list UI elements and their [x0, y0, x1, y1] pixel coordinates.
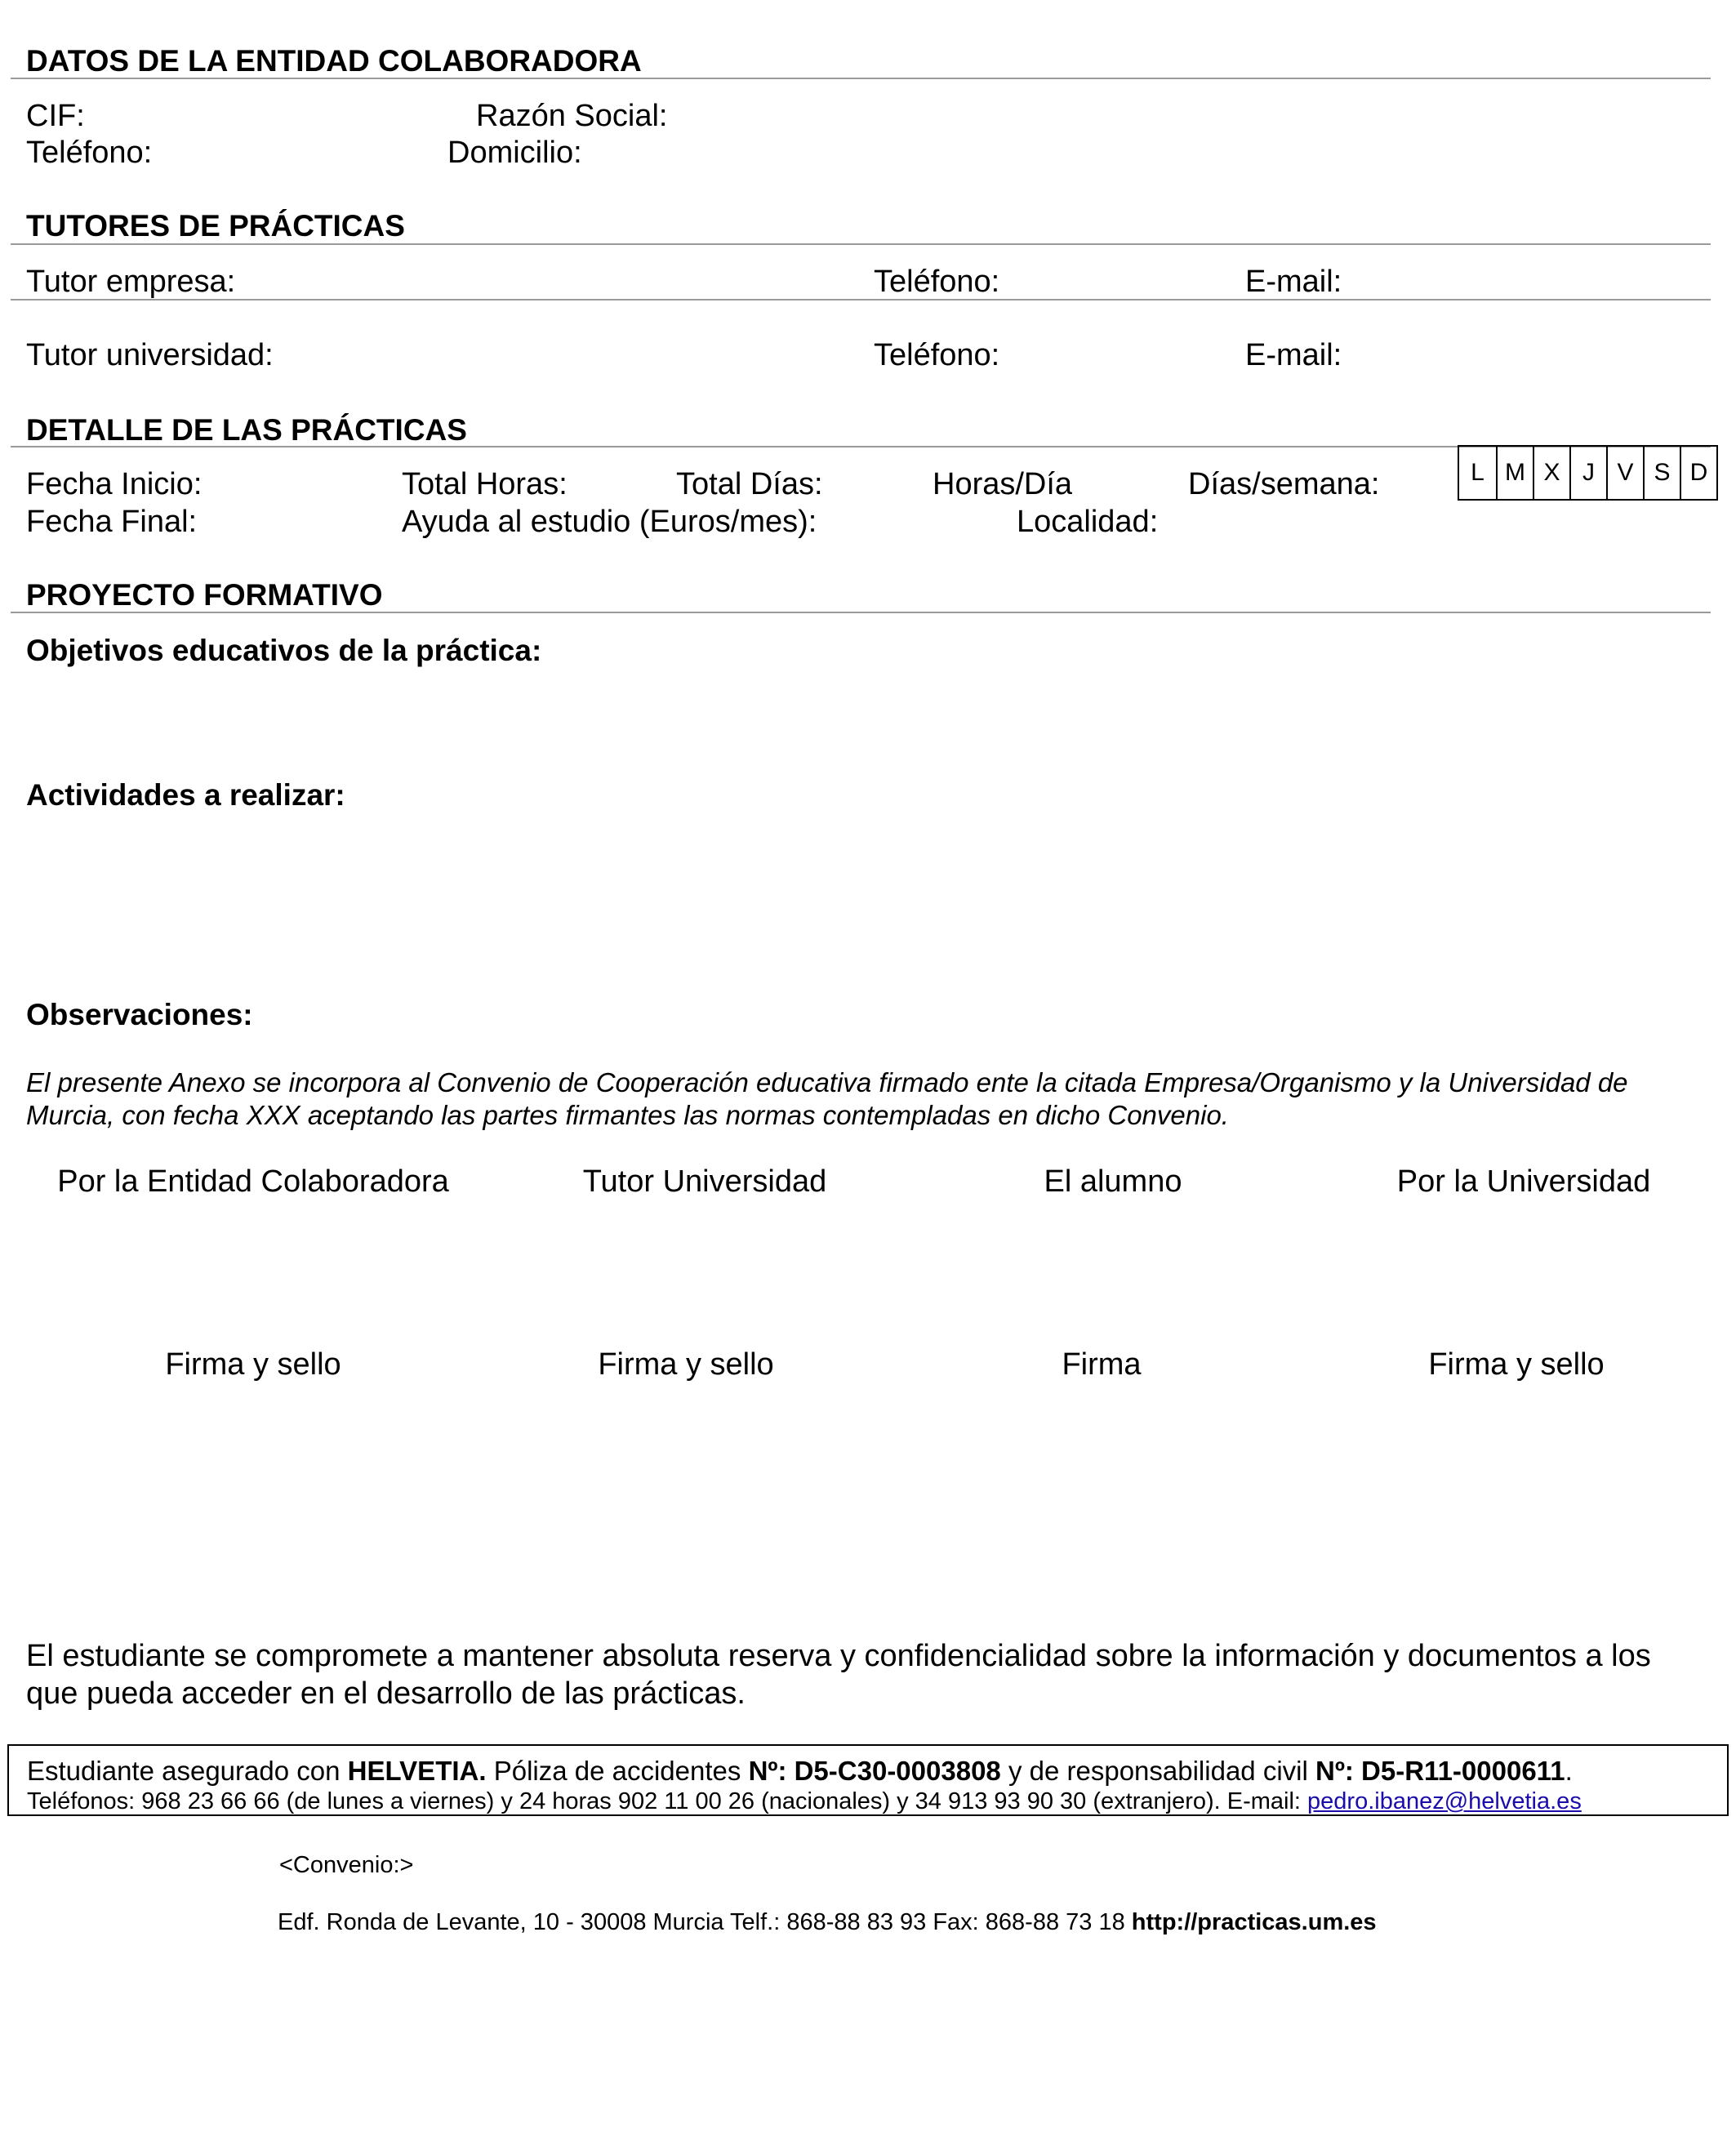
localidad-label: Localidad: [1017, 505, 1159, 539]
signature-label-entidad: Firma y sello [165, 1347, 341, 1382]
signature-role-entidad: Por la Entidad Colaboradora [57, 1164, 449, 1199]
insurance-line [27, 1756, 1573, 1787]
convenio-placeholder: <Convenio:> [279, 1852, 414, 1878]
total-dias-label: Total Días: [676, 467, 823, 501]
anexo-paragraph: El presente Anexo se incorpora al Convenio de Cooperación educativa firmado ente la citada Empresa/Organismo y la Universidad de Murcia, con fecha XXX aceptando las partes firmantes las normas contempladas en dicho Convenio. [26, 1067, 1628, 1130]
insurance-text: y de responsabilidad civil [1000, 1756, 1315, 1786]
insurance-phones-line [27, 1788, 1582, 1815]
accident-policy-number: Nº: D5-C30-0003808 [748, 1756, 1001, 1786]
entidad-telefono-label: Teléfono: [26, 136, 153, 170]
insurance-email-link[interactable]: pedro.ibanez@helvetia.es [1307, 1788, 1582, 1814]
footer-url[interactable]: http://practicas.um.es [1131, 1909, 1377, 1935]
weekday-box[interactable]: J [1569, 447, 1606, 499]
section-divider [11, 612, 1711, 613]
tutor-universidad-email-label: E-mail: [1245, 338, 1342, 372]
objetivos-heading: Objetivos educativos de la práctica: [26, 634, 542, 667]
total-horas-label: Total Horas: [402, 467, 568, 501]
section-title-tutores: TUTORES DE PRÁCTICAS [26, 209, 405, 243]
liability-policy-number: Nº: D5-R11-0000611 [1315, 1756, 1565, 1786]
insurance-text: . [1565, 1756, 1573, 1786]
tutor-empresa-telefono-label: Teléfono: [874, 265, 1000, 299]
domicilio-label: Domicilio: [447, 136, 582, 170]
signature-role-alumno: El alumno [1044, 1164, 1182, 1199]
row-divider [11, 299, 1711, 301]
dias-semana-label: Días/semana: [1188, 467, 1380, 501]
confidencialidad-paragraph: El estudiante se compromete a mantener absoluta reserva y confidencialidad sobre la información y documentos a los que pueda acceder en el desarrollo de las prácticas. [26, 1639, 1651, 1711]
footer-address-text: Edf. Ronda de Levante, 10 - 30008 Murcia Telf.: 868-88 83 93 Fax: 868-88 73 18 [278, 1909, 1132, 1935]
weekday-boxes [1458, 445, 1718, 501]
footer-address [278, 1909, 1377, 1936]
weekday-box[interactable]: S [1643, 447, 1680, 499]
signature-role-universidad: Por la Universidad [1396, 1164, 1651, 1199]
section-divider [11, 78, 1711, 79]
insurance-phones: Teléfonos: 968 23 66 66 (de lunes a viernes) y 24 horas 902 11 00 26 (nacionales) y 34 913 93 90 30 (extranjero). E-mail: [27, 1788, 1308, 1814]
tutor-universidad-telefono-label: Teléfono: [874, 338, 1000, 372]
fecha-final-label: Fecha Final: [26, 505, 198, 539]
section-divider [11, 446, 1711, 447]
weekday-box[interactable]: V [1606, 447, 1643, 499]
observaciones-heading: Observaciones: [26, 998, 253, 1031]
signature-label-tutor: Firma y sello [598, 1347, 774, 1382]
actividades-heading: Actividades a realizar: [26, 778, 345, 812]
section-title-detalle: DETALLE DE LAS PRÁCTICAS [26, 413, 467, 447]
horas-dia-label: Horas/Día [933, 467, 1073, 501]
cif-label: CIF: [26, 99, 85, 133]
section-title-proyecto: PROYECTO FORMATIVO [26, 578, 383, 612]
weekday-box[interactable]: D [1680, 447, 1716, 499]
signature-label-alumno: Firma [1062, 1347, 1142, 1382]
signature-role-tutor: Tutor Universidad [582, 1164, 827, 1199]
tutor-empresa-email-label: E-mail: [1245, 265, 1342, 299]
insurance-text: Póliza de accidentes [486, 1756, 749, 1786]
insurer-name: HELVETIA. [347, 1756, 487, 1786]
weekday-box[interactable]: M [1496, 447, 1533, 499]
section-title-entidad: DATOS DE LA ENTIDAD COLABORADORA [26, 44, 642, 78]
fecha-inicio-label: Fecha Inicio: [26, 467, 203, 501]
tutor-universidad-label: Tutor universidad: [26, 338, 274, 372]
weekday-box[interactable]: L [1471, 459, 1485, 486]
signature-label-universidad: Firma y sello [1428, 1347, 1605, 1382]
insurance-box [7, 1744, 1729, 1816]
tutor-empresa-label: Tutor empresa: [26, 265, 236, 299]
insurance-text: Estudiante asegurado con [27, 1756, 348, 1786]
ayuda-estudio-label: Ayuda al estudio (Euros/mes): [402, 505, 817, 539]
razon-social-label: Razón Social: [476, 99, 668, 133]
section-divider [11, 243, 1711, 245]
weekday-box[interactable]: X [1533, 447, 1569, 499]
